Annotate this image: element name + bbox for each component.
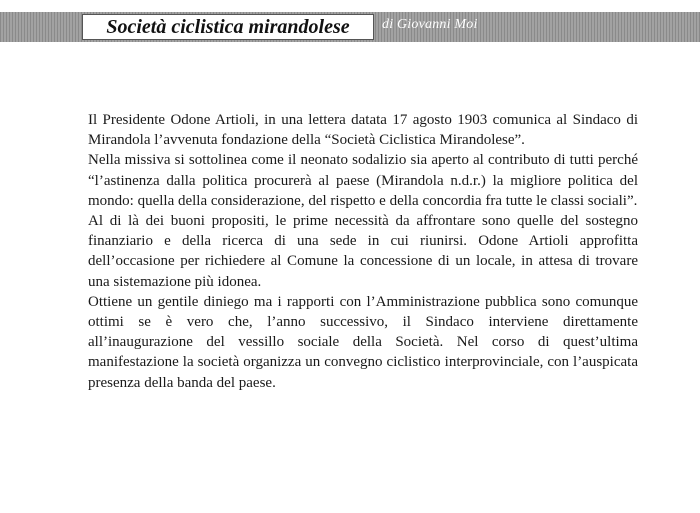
paragraph: Al di là dei buoni propositi, le prime necessità da affrontare sono quelle del sostegno finanziario e della ricerca di una sede in cui riunirsi. Odone Artioli approfitta dell’occasione per richiedere al Comune la concessione di un locale, in attesa di trovare una sistemazione più idonea. — [88, 213, 638, 290]
author-byline: di Giovanni Moi — [382, 17, 478, 32]
article-title: Società ciclistica mirandolese — [106, 15, 350, 38]
paragraph: Nella missiva si sottolinea come il neonato sodalizio sia aperto al contributo di tutti perché “l’astinenza dalla politica procurerà al paese (Mirandola n.d.r.) la migliore politica del mondo: quella della considerazione, del rispetto e della concordia fra tutte le classi sociali”. — [88, 152, 638, 209]
paragraph: Il Presidente Odone Artioli, in una lettera datata 17 agosto 1903 comunica al Sindaco di Mirandola l’avvenuta fondazione della “Società Ciclistica Mirandolese”. — [88, 112, 638, 149]
title-box — [82, 14, 374, 40]
paragraph: Ottiene un gentile diniego ma i rapporti con l’Amministrazione pubblica sono comunque ottimi se è vero che, l’anno successivo, il Sindaco interviene direttamente all’inaugurazione del vessillo sociale della Società. Nel corso di quest’ultima manifestazione la società organizza un convegno ciclistico interprovinciale, con l’auspicata presenza della banda del paese. — [88, 293, 638, 391]
article-body — [88, 110, 638, 393]
